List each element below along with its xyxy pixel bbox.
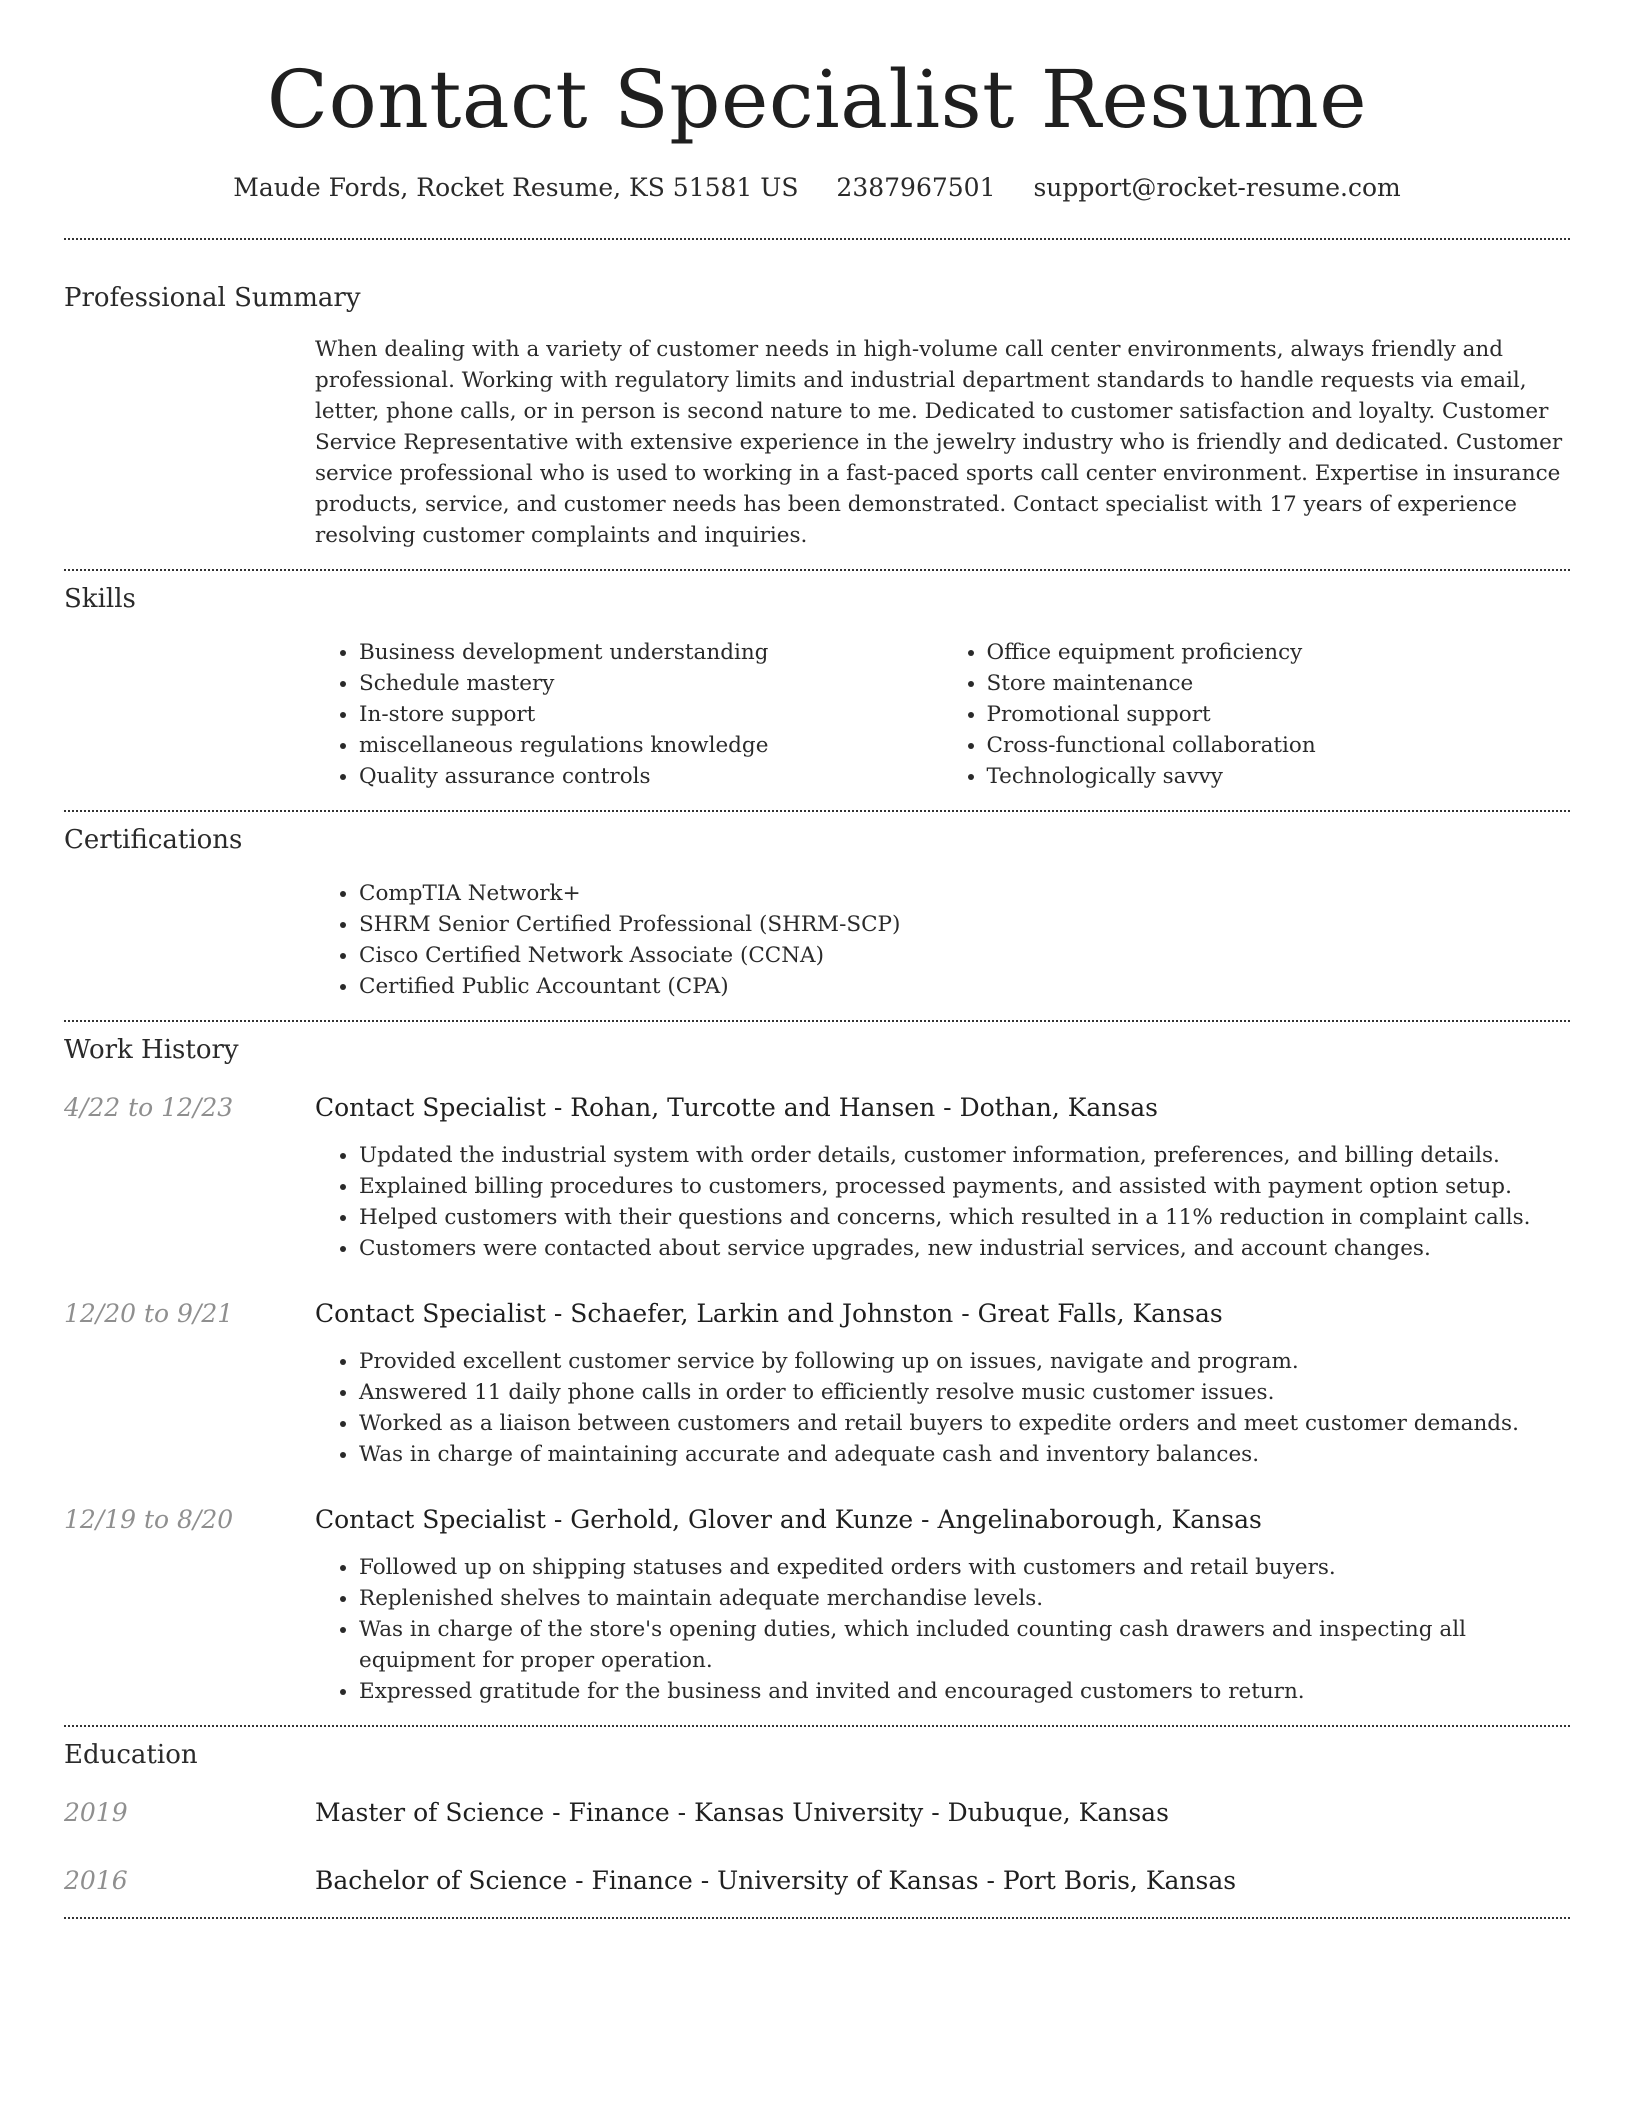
job-bullet: • Replenished shelves to maintain adequate merchandise levels.: [359, 1583, 1570, 1614]
job-bullet: • Provided excellent customer service by following up on issues, navigate and program.: [359, 1346, 1570, 1377]
summary-body: [315, 334, 1570, 551]
job-bullet: • Expressed gratitude for the business and invited and encouraged customers to return.: [359, 1676, 1570, 1707]
job-bullet: • Updated the industrial system with order details, customer information, preferences, and billing details.: [359, 1140, 1570, 1171]
summary-section: [64, 240, 1570, 551]
job-bullet: • Followed up on shipping statuses and expedited orders with customers and retail buyers.: [359, 1552, 1570, 1583]
contact-email: support@rocket-resume.com: [1033, 173, 1401, 202]
job-dates: 12/19 to 8/20: [64, 1505, 234, 1534]
skill-item: • Cross-functional collaboration: [987, 730, 1571, 761]
job-dates: 4/22 to 12/23: [64, 1093, 234, 1122]
skills-list-right: [943, 637, 1571, 792]
certification-item: • Cisco Certified Network Associate (CCNA): [359, 940, 1570, 971]
divider: [64, 1917, 1570, 1919]
job-dates: 12/20 to 9/21: [64, 1299, 234, 1328]
education-heading: Education: [64, 1740, 198, 1770]
work-heading: Work History: [64, 1035, 239, 1065]
job-details: [315, 1140, 1570, 1264]
skill-item: • Technologically savvy: [987, 761, 1571, 792]
skills-heading: Skills: [64, 584, 136, 614]
certification-item: • CompTIA Network+: [359, 878, 1570, 909]
skills-grid: [315, 637, 1570, 792]
education-year: 2019: [64, 1798, 128, 1827]
education-entry: [64, 1797, 1570, 1829]
education-year: 2016: [64, 1866, 128, 1895]
certifications-heading: Certifications: [64, 825, 243, 855]
job-bullets: [315, 1140, 1570, 1264]
education-section: [64, 1727, 1570, 1897]
certifications-section: [64, 812, 1570, 1002]
resume-title: Contact Specialist Resume: [266, 53, 1368, 146]
education-degree: Bachelor of Science - Finance - University of Kansas - Port Boris, Kansas: [315, 1866, 1237, 1895]
job-bullet: • Customers were contacted about service upgrades, new industrial services, and account changes.: [359, 1233, 1570, 1264]
job-bullet: • Explained billing procedures to customers, processed payments, and assisted with payment option setup.: [359, 1171, 1570, 1202]
resume-page: [64, 0, 1570, 1919]
education-degree: Master of Science - Finance - Kansas University - Dubuque, Kansas: [315, 1798, 1169, 1827]
contact-line: [64, 172, 1570, 204]
job-title: Contact Specialist - Rohan, Turcotte and Hansen - Dothan, Kansas: [315, 1093, 1158, 1122]
certification-item: • SHRM Senior Certified Professional (SHRM-SCP): [359, 909, 1570, 940]
job-bullet: • Was in charge of maintaining accurate and adequate cash and inventory balances.: [359, 1439, 1570, 1470]
work-section: [64, 1022, 1570, 1707]
skill-item: • Business development understanding: [359, 637, 943, 668]
contact-phone: 2387967501: [836, 173, 996, 202]
job-title: Contact Specialist - Schaefer, Larkin and Johnston - Great Falls, Kansas: [315, 1299, 1223, 1328]
certifications-list: [315, 878, 1570, 1002]
skill-item: • Quality assurance controls: [359, 761, 943, 792]
education-entry: [64, 1865, 1570, 1897]
job-bullet: • Helped customers with their questions and concerns, which resulted in a 11% reduction in complaint calls.: [359, 1202, 1570, 1233]
skill-item: • In-store support: [359, 699, 943, 730]
skill-item: • Promotional support: [987, 699, 1571, 730]
certification-item: • Certified Public Accountant (CPA): [359, 971, 1570, 1002]
job-bullets: [315, 1346, 1570, 1470]
summary-text: When dealing with a variety of customer needs in high-volume call center environments, always friendly and professional. Working with regulatory limits and industrial department standards to handle requests via email, letter, phone calls, or in person is second nature to me. Dedicated to customer satisfaction and loyalty. Customer Service Representative with extensive experience in the jewelry industry who is friendly and dedicated. Customer service professional who is used to working in a fast-paced sports call center environment. Expertise in insurance products, service, and customer needs has been demonstrated. Contact specialist with 17 years of experience resolving customer complaints and inquiries.: [315, 337, 1563, 548]
skill-item: • Schedule mastery: [359, 668, 943, 699]
job-bullet: • Answered 11 daily phone calls in order to efficiently resolve music customer issues.: [359, 1377, 1570, 1408]
certifications-body: [315, 878, 1570, 1002]
summary-heading: Professional Summary: [64, 283, 361, 313]
skill-item: • Office equipment proficiency: [987, 637, 1571, 668]
skills-section: [64, 571, 1570, 792]
skill-item: • miscellaneous regulations knowledge: [359, 730, 943, 761]
job-title: Contact Specialist - Gerhold, Glover and Kunze - Angelinaborough, Kansas: [315, 1505, 1262, 1534]
job-bullet: • Was in charge of the store's opening duties, which included counting cash drawers and inspecting all equipment for proper operation.: [359, 1614, 1570, 1676]
job-entry: [64, 1504, 1570, 1707]
skills-list-left: [315, 637, 943, 792]
job-details: [315, 1346, 1570, 1470]
job-entry: [64, 1298, 1570, 1470]
skill-item: • Store maintenance: [987, 668, 1571, 699]
job-bullets: [315, 1552, 1570, 1707]
job-bullet: • Worked as a liaison between customers and retail buyers to expedite orders and meet customer demands.: [359, 1408, 1570, 1439]
contact-address: Maude Fords, Rocket Resume, KS 51581 US: [233, 173, 799, 202]
job-details: [315, 1552, 1570, 1707]
job-entry: [64, 1092, 1570, 1264]
